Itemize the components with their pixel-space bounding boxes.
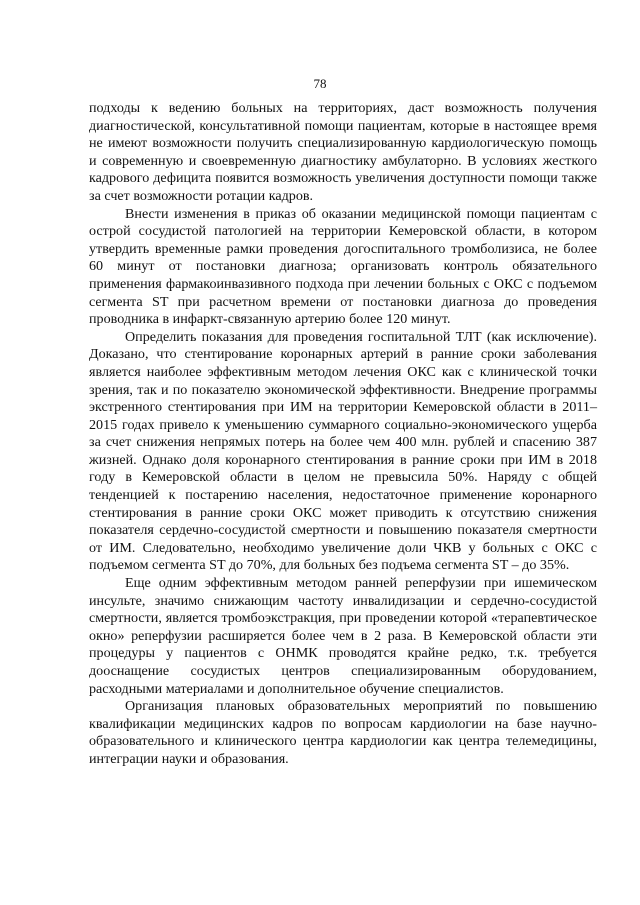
paragraph-education: Организация плановых образовательных мероприятий по повышению квалификации медицинских кадров по вопросам кардиологии на базе научно-образовательного и клинического центра кардиологии как центра телемедицины, интеграции науки и образования.: [89, 698, 597, 767]
paragraph-tlt-indications: Определить показания для проведения госпитальной ТЛТ (как исключение). Доказано, что стентирование коронарных артерий в ранние сроки заболевания является наиболее эффективным методом лечения ОКС как с клинической точки зрения, так и по показателю экономической эффективности. Внедрение программы экстренного стентирования при ИМ на территории Кемеровской области в 2011–2015 годах привело к уменьшению суммарного социально-экономического ущерба за счет снижения непрямых потерь на более чем 400 млн. рублей и спасению 387 жизней. Однако доля коронарного стентирования в ранние сроки при ИМ в 2018 году в Кемеровской области в целом не превысила 50%. Наряду с общей тенденцией к постарению населения, недостаточное применение коронарного стентирования в ранние сроки ОКС может приводить к отсутствию снижения показателя сердечно-сосудистой смертности и повышению показателя смертности от ИМ. Следовательно, необходимо увеличение доли ЧКВ у больных с ОКС с подъемом сегмента ST до 70%, для больных без подъема сегмента ST – до 35%.: [89, 328, 597, 574]
document-body: [89, 100, 597, 769]
paragraph-thrombectomy: Еще одним эффективным методом ранней реперфузии при ишемическом инсульте, значимо снижающим частоту инвалидизации и сердечно-сосудистой смертности, является тромбоэкстракция, при проведении которой «терапевтическое окно» реперфузии расширяется более чем в 2 раза. В Кемеровской области эти процедуры у пациентов с ОНМК проводятся крайне редко, т.к. требуется дооснащение сосудистых центров специализированным оборудованием, расходными материалами и дополнительное обучение специалистов.: [89, 575, 597, 697]
paragraph-continuation: подходы к ведению больных на территориях, даст возможность получения диагностической, консультативной помощи пациентам, которые в настоящее время не имеют возможности получить специализированную кардиологическую помощь и современную и своевременную диагностику амбулаторно. В условиях жесткого кадрового дефицита появится возможность увеличения доступности помощи также за счет возможности ротации кадров.: [89, 100, 597, 204]
page-number: 78: [313, 76, 327, 91]
paragraph-order-changes: Внести изменения в приказ об оказании медицинской помощи пациентам с острой сосудистой патологией на территории Кемеровской области, в котором утвердить временные рамки проведения догоспитального тромболизиса, не более 60 минут от постановки диагноза; организовать контроль обязательного применения фармакоинвазивного подхода при лечении больных с ОКС с подъемом сегмента ST при расчетном времени от постановки диагноза до проведения проводника в инфаркт-связанную артерию более 120 минут.: [89, 205, 597, 328]
